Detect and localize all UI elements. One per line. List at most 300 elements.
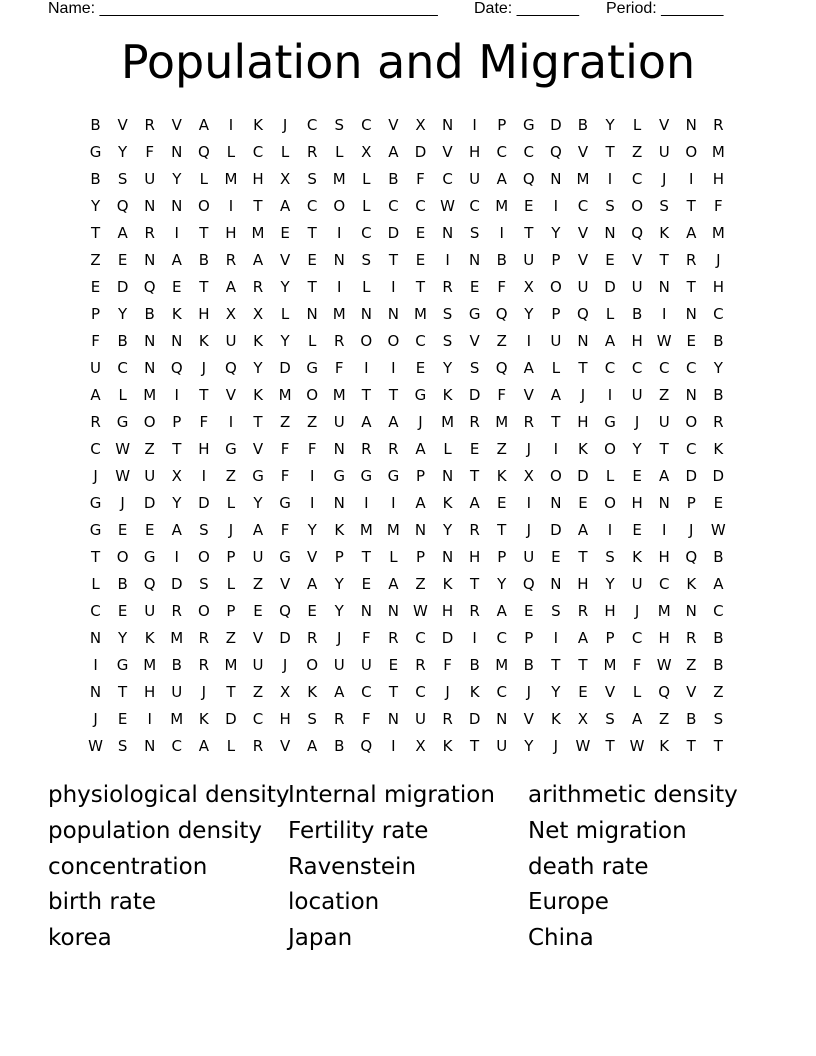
grid-letter[interactable]: N	[89, 629, 102, 647]
grid-letter[interactable]: U	[631, 575, 643, 593]
grid-letter[interactable]: K	[253, 332, 263, 350]
grid-letter[interactable]: N	[333, 494, 345, 512]
grid-letter[interactable]: Y	[551, 224, 561, 242]
grid-letter[interactable]: T	[307, 224, 317, 242]
grid-letter[interactable]: H	[604, 602, 616, 620]
grid-letter[interactable]: U	[144, 602, 156, 620]
grid-letter[interactable]: F	[443, 656, 452, 674]
grid-letter[interactable]: Q	[279, 602, 291, 620]
grid-letter[interactable]: L	[362, 197, 371, 215]
grid-letter[interactable]: B	[496, 251, 507, 269]
grid-letter[interactable]: G	[387, 467, 400, 485]
grid-letter[interactable]: A	[415, 440, 426, 458]
grid-letter[interactable]: F	[497, 278, 507, 296]
grid-letter[interactable]: I	[661, 521, 667, 539]
grid-letter[interactable]: X	[361, 143, 372, 161]
grid-letter[interactable]: C	[415, 332, 426, 350]
grid-letter[interactable]: L	[280, 143, 290, 161]
grid-letter[interactable]: A	[388, 413, 399, 431]
grid-letter[interactable]: V	[686, 683, 697, 701]
grid-letter[interactable]: E	[415, 359, 426, 377]
grid-letter[interactable]: M	[441, 413, 455, 431]
grid-letter[interactable]: O	[604, 494, 616, 512]
grid-letter[interactable]: B	[631, 305, 643, 323]
grid-letter[interactable]: V	[279, 737, 291, 755]
grid-letter[interactable]: I	[228, 116, 234, 134]
grid-letter[interactable]: R	[306, 629, 318, 647]
grid-letter[interactable]: C	[658, 359, 670, 377]
grid-letter[interactable]: M	[332, 386, 346, 404]
grid-letter[interactable]: F	[362, 710, 371, 728]
grid-letter[interactable]: R	[388, 440, 399, 458]
grid-letter[interactable]: Q	[197, 143, 210, 161]
grid-letter[interactable]: N	[441, 467, 454, 485]
grid-letter[interactable]: L	[91, 575, 100, 593]
grid-letter[interactable]: Q	[143, 575, 156, 593]
grid-letter[interactable]: N	[441, 116, 454, 134]
grid-letter[interactable]: L	[280, 305, 290, 323]
grid-letter[interactable]: E	[307, 251, 317, 269]
grid-letter[interactable]: M	[224, 170, 238, 188]
grid-letter[interactable]: W	[575, 737, 591, 755]
grid-letter[interactable]: E	[524, 197, 534, 215]
grid-letter[interactable]: A	[252, 251, 264, 269]
grid-letter[interactable]: O	[549, 278, 562, 296]
grid-letter[interactable]: J	[689, 521, 694, 539]
grid-letter[interactable]: F	[497, 386, 507, 404]
grid-letter[interactable]: T	[388, 683, 398, 701]
grid-letter[interactable]: V	[307, 548, 318, 566]
grid-letter[interactable]: C	[631, 629, 643, 647]
grid-letter[interactable]: A	[415, 494, 426, 512]
grid-letter[interactable]: C	[713, 305, 724, 323]
grid-letter[interactable]: J	[526, 521, 531, 539]
grid-letter[interactable]: V	[252, 440, 264, 458]
grid-letter[interactable]: A	[577, 521, 589, 539]
grid-letter[interactable]: H	[441, 602, 454, 620]
grid-letter[interactable]: O	[197, 602, 210, 620]
grid-letter[interactable]: P	[91, 305, 101, 323]
grid-letter[interactable]: Q	[495, 305, 508, 323]
grid-letter[interactable]: C	[496, 683, 507, 701]
grid-letter[interactable]: L	[632, 683, 642, 701]
grid-letter[interactable]: X	[415, 737, 426, 755]
grid-letter[interactable]: F	[199, 413, 209, 431]
grid-letter[interactable]: G	[89, 143, 102, 161]
grid-letter[interactable]: T	[686, 737, 696, 755]
grid-letter[interactable]: C	[496, 143, 507, 161]
grid-letter[interactable]: A	[225, 278, 237, 296]
grid-letter[interactable]: I	[553, 629, 559, 647]
grid-letter[interactable]: N	[360, 305, 372, 323]
grid-letter[interactable]: C	[90, 602, 101, 620]
grid-letter[interactable]: P	[334, 548, 344, 566]
grid-letter[interactable]: D	[712, 467, 725, 485]
grid-letter[interactable]: K	[659, 224, 670, 242]
grid-letter[interactable]: X	[415, 116, 426, 134]
grid-letter[interactable]: E	[632, 521, 642, 539]
grid-letter[interactable]: J	[418, 413, 423, 431]
grid-letter[interactable]: Z	[252, 683, 264, 701]
grid-letter[interactable]: O	[685, 143, 698, 161]
grid-letter[interactable]: J	[201, 359, 207, 377]
grid-letter[interactable]: Y	[172, 494, 182, 512]
grid-letter[interactable]: A	[659, 467, 670, 485]
grid-letter[interactable]: T	[361, 548, 371, 566]
grid-letter[interactable]: S	[551, 602, 561, 620]
grid-letter[interactable]: Q	[577, 305, 589, 323]
grid-letter[interactable]: S	[117, 737, 128, 755]
grid-letter[interactable]: Q	[116, 197, 129, 215]
grid-letter[interactable]: L	[226, 737, 236, 755]
grid-letter[interactable]: K	[469, 683, 480, 701]
grid-letter[interactable]: R	[252, 737, 264, 755]
grid-letter[interactable]: A	[334, 683, 345, 701]
grid-letter[interactable]: Y	[307, 521, 317, 539]
grid-letter[interactable]: U	[496, 737, 508, 755]
grid-letter[interactable]: V	[577, 143, 589, 161]
grid-letter[interactable]: A	[279, 197, 291, 215]
grid-letter[interactable]: D	[279, 359, 291, 377]
grid-letter[interactable]: H	[279, 710, 291, 728]
grid-letter[interactable]: H	[252, 170, 264, 188]
grid-letter[interactable]: Z	[659, 710, 670, 728]
grid-letter[interactable]: K	[253, 386, 263, 404]
grid-letter[interactable]: V	[577, 224, 589, 242]
grid-letter[interactable]: H	[198, 440, 210, 458]
grid-letter[interactable]: N	[144, 332, 156, 350]
grid-letter[interactable]: J	[553, 737, 559, 755]
grid-letter[interactable]: G	[143, 548, 156, 566]
name-field[interactable]: Name: ______________________________________	[48, 0, 438, 17]
grid-letter[interactable]: B	[117, 575, 128, 593]
grid-letter[interactable]: R	[306, 143, 318, 161]
grid-letter[interactable]: I	[526, 494, 531, 512]
grid-letter[interactable]: M	[170, 710, 184, 728]
grid-letter[interactable]: E	[632, 467, 642, 485]
grid-letter[interactable]: M	[359, 521, 373, 539]
grid-letter[interactable]: T	[686, 197, 696, 215]
grid-letter[interactable]: W	[88, 737, 103, 755]
grid-letter[interactable]: Y	[280, 278, 290, 296]
grid-letter[interactable]: T	[172, 440, 182, 458]
grid-letter[interactable]: L	[335, 143, 344, 161]
grid-letter[interactable]: J	[201, 683, 207, 701]
grid-letter[interactable]: F	[416, 170, 425, 188]
grid-letter[interactable]: N	[685, 386, 697, 404]
grid-letter[interactable]: W	[115, 467, 131, 485]
grid-letter[interactable]: D	[441, 629, 454, 647]
grid-letter[interactable]: C	[415, 629, 426, 647]
grid-letter[interactable]: D	[550, 116, 562, 134]
grid-letter[interactable]: R	[252, 278, 264, 296]
grid-letter[interactable]: C	[686, 359, 697, 377]
grid-letter[interactable]: C	[658, 575, 670, 593]
grid-letter[interactable]: E	[144, 521, 155, 539]
grid-letter[interactable]: C	[631, 170, 643, 188]
grid-letter[interactable]: F	[334, 359, 344, 377]
grid-letter[interactable]: P	[551, 305, 561, 323]
grid-letter[interactable]: K	[442, 386, 453, 404]
grid-letter[interactable]: A	[198, 737, 209, 755]
grid-letter[interactable]: D	[225, 710, 237, 728]
grid-letter[interactable]: Z	[144, 440, 155, 458]
grid-letter[interactable]: D	[116, 278, 129, 296]
grid-letter[interactable]: Y	[280, 332, 290, 350]
grid-letter[interactable]: B	[388, 170, 399, 188]
grid-letter[interactable]: D	[387, 224, 400, 242]
grid-letter[interactable]: Z	[415, 575, 426, 593]
grid-letter[interactable]: N	[604, 224, 616, 242]
grid-letter[interactable]: I	[174, 224, 179, 242]
grid-letter[interactable]: B	[686, 710, 697, 728]
grid-letter[interactable]: R	[686, 629, 697, 647]
grid-letter[interactable]: S	[307, 170, 317, 188]
grid-letter[interactable]: S	[334, 116, 344, 134]
grid-letter[interactable]: X	[225, 305, 237, 323]
grid-letter[interactable]: R	[577, 602, 589, 620]
grid-letter[interactable]: N	[144, 197, 156, 215]
grid-letter[interactable]: F	[714, 197, 723, 215]
grid-letter[interactable]: M	[278, 386, 292, 404]
grid-letter[interactable]: S	[659, 197, 669, 215]
grid-letter[interactable]: Y	[524, 305, 534, 323]
grid-letter[interactable]: T	[551, 656, 561, 674]
grid-letter[interactable]: L	[605, 305, 615, 323]
grid-letter[interactable]: E	[172, 278, 182, 296]
grid-letter[interactable]: S	[199, 575, 209, 593]
grid-letter[interactable]: O	[631, 197, 643, 215]
grid-letter[interactable]: Y	[713, 359, 723, 377]
grid-letter[interactable]: B	[523, 656, 534, 674]
grid-letter[interactable]: I	[391, 737, 396, 755]
grid-letter[interactable]: S	[605, 197, 615, 215]
grid-letter[interactable]: D	[685, 467, 698, 485]
grid-letter[interactable]: C	[442, 170, 453, 188]
grid-letter[interactable]: R	[144, 224, 155, 242]
grid-letter[interactable]: G	[306, 359, 318, 377]
grid-letter[interactable]: J	[716, 251, 721, 269]
grid-letter[interactable]: Y	[442, 521, 453, 539]
grid-letter[interactable]: M	[603, 656, 617, 674]
grid-letter[interactable]: I	[526, 332, 531, 350]
grid-letter[interactable]: C	[577, 197, 589, 215]
grid-letter[interactable]: I	[147, 710, 152, 728]
grid-letter[interactable]: L	[226, 143, 236, 161]
grid-letter[interactable]: O	[197, 548, 210, 566]
grid-letter[interactable]: V	[523, 386, 534, 404]
grid-letter[interactable]: U	[252, 656, 264, 674]
grid-letter[interactable]: M	[386, 521, 400, 539]
grid-letter[interactable]: K	[198, 710, 209, 728]
grid-letter[interactable]: M	[495, 197, 509, 215]
grid-letter[interactable]: U	[523, 548, 535, 566]
grid-letter[interactable]: T	[307, 278, 317, 296]
grid-letter[interactable]: I	[472, 629, 477, 647]
grid-letter[interactable]: P	[551, 251, 561, 269]
grid-letter[interactable]: E	[578, 683, 588, 701]
grid-letter[interactable]: K	[578, 440, 588, 458]
grid-letter[interactable]: C	[686, 440, 697, 458]
grid-letter[interactable]: N	[333, 251, 345, 269]
grid-letter[interactable]: V	[279, 575, 291, 593]
grid-letter[interactable]: B	[713, 332, 724, 350]
grid-letter[interactable]: O	[143, 413, 156, 431]
grid-letter[interactable]: I	[553, 197, 559, 215]
grid-letter[interactable]: Z	[90, 251, 101, 269]
grid-letter[interactable]: Z	[252, 575, 264, 593]
grid-letter[interactable]: X	[279, 683, 291, 701]
grid-letter[interactable]: N	[496, 710, 508, 728]
grid-letter[interactable]: P	[524, 629, 534, 647]
grid-letter[interactable]: V	[117, 116, 128, 134]
grid-letter[interactable]: Y	[253, 494, 263, 512]
grid-letter[interactable]: I	[553, 440, 559, 458]
grid-letter[interactable]: I	[309, 494, 315, 512]
grid-letter[interactable]: N	[387, 602, 400, 620]
grid-letter[interactable]: I	[174, 548, 179, 566]
grid-letter[interactable]: P	[605, 629, 615, 647]
grid-letter[interactable]: Z	[713, 683, 724, 701]
grid-letter[interactable]: X	[279, 170, 291, 188]
grid-letter[interactable]: I	[337, 224, 342, 242]
grid-letter[interactable]: G	[116, 413, 129, 431]
grid-letter[interactable]: Q	[685, 548, 698, 566]
grid-letter[interactable]: T	[253, 413, 263, 431]
grid-letter[interactable]: D	[170, 575, 183, 593]
grid-letter[interactable]: Z	[496, 332, 507, 350]
grid-letter[interactable]: N	[414, 521, 427, 539]
grid-letter[interactable]: P	[686, 494, 696, 512]
grid-letter[interactable]: A	[523, 359, 534, 377]
grid-letter[interactable]: G	[360, 467, 373, 485]
grid-letter[interactable]: G	[522, 116, 535, 134]
grid-letter[interactable]: B	[171, 656, 182, 674]
grid-letter[interactable]: I	[607, 386, 613, 404]
grid-letter[interactable]: O	[306, 386, 319, 404]
grid-letter[interactable]: N	[685, 602, 697, 620]
grid-letter[interactable]: M	[143, 656, 157, 674]
grid-letter[interactable]: U	[658, 143, 670, 161]
grid-letter[interactable]: Q	[522, 575, 535, 593]
grid-letter[interactable]: T	[226, 683, 236, 701]
grid-letter[interactable]: K	[144, 629, 155, 647]
grid-letter[interactable]: A	[171, 521, 182, 539]
grid-letter[interactable]: Y	[605, 116, 615, 134]
grid-letter[interactable]: E	[117, 251, 128, 269]
grid-letter[interactable]: B	[90, 170, 101, 188]
grid-letter[interactable]: S	[605, 548, 615, 566]
grid-letter[interactable]: B	[117, 332, 128, 350]
grid-letter[interactable]: V	[388, 116, 399, 134]
grid-letter[interactable]: Y	[334, 575, 344, 593]
grid-letter[interactable]: R	[144, 116, 155, 134]
grid-letter[interactable]: K	[550, 710, 561, 728]
grid-letter[interactable]: T	[578, 548, 588, 566]
grid-letter[interactable]: U	[225, 332, 237, 350]
grid-letter[interactable]: N	[89, 683, 102, 701]
grid-letter[interactable]: T	[605, 143, 615, 161]
grid-letter[interactable]: T	[199, 224, 209, 242]
grid-letter[interactable]: Y	[334, 602, 344, 620]
grid-letter[interactable]: X	[577, 710, 589, 728]
grid-letter[interactable]: A	[496, 602, 507, 620]
grid-letter[interactable]: Z	[496, 440, 507, 458]
grid-letter[interactable]: S	[713, 710, 724, 728]
grid-letter[interactable]: Q	[631, 224, 643, 242]
grid-letter[interactable]: G	[468, 305, 481, 323]
grid-letter[interactable]: K	[307, 683, 318, 701]
grid-letter[interactable]: D	[468, 386, 481, 404]
grid-letter[interactable]: T	[497, 521, 507, 539]
grid-letter[interactable]: G	[279, 548, 291, 566]
grid-letter[interactable]: P	[226, 548, 236, 566]
grid-letter[interactable]: N	[550, 575, 562, 593]
grid-letter[interactable]: T	[686, 278, 696, 296]
grid-letter[interactable]: S	[199, 521, 209, 539]
grid-letter[interactable]: T	[199, 278, 209, 296]
grid-letter[interactable]: E	[578, 494, 588, 512]
grid-letter[interactable]: K	[496, 467, 507, 485]
grid-letter[interactable]: K	[713, 440, 724, 458]
grid-letter[interactable]: C	[388, 197, 399, 215]
grid-letter[interactable]: Q	[658, 683, 671, 701]
grid-letter[interactable]: A	[469, 494, 480, 512]
grid-letter[interactable]: N	[360, 602, 372, 620]
grid-letter[interactable]: R	[334, 332, 345, 350]
grid-letter[interactable]: D	[279, 629, 291, 647]
grid-letter[interactable]: C	[415, 197, 426, 215]
grid-letter[interactable]: N	[577, 332, 589, 350]
grid-letter[interactable]: C	[306, 116, 318, 134]
grid-letter[interactable]: T	[470, 737, 480, 755]
grid-letter[interactable]: O	[197, 197, 210, 215]
grid-letter[interactable]: L	[307, 332, 317, 350]
grid-letter[interactable]: S	[442, 305, 453, 323]
grid-letter[interactable]: E	[307, 602, 317, 620]
grid-letter[interactable]: K	[442, 737, 453, 755]
grid-letter[interactable]: Q	[522, 170, 535, 188]
grid-letter[interactable]: Y	[172, 170, 182, 188]
grid-letter[interactable]: F	[91, 332, 100, 350]
grid-letter[interactable]: N	[171, 197, 183, 215]
grid-letter[interactable]: C	[361, 683, 372, 701]
grid-letter[interactable]: E	[605, 251, 615, 269]
grid-letter[interactable]: H	[577, 413, 589, 431]
grid-letter[interactable]: K	[632, 548, 643, 566]
grid-letter[interactable]: J	[445, 683, 450, 701]
grid-letter[interactable]: L	[443, 440, 452, 458]
grid-letter[interactable]: W	[656, 656, 672, 674]
grid-letter[interactable]: B	[713, 629, 724, 647]
grid-letter[interactable]: I	[228, 413, 234, 431]
grid-letter[interactable]: N	[387, 710, 400, 728]
grid-letter[interactable]: E	[713, 494, 724, 512]
grid-letter[interactable]: C	[604, 359, 616, 377]
grid-letter[interactable]: T	[524, 224, 534, 242]
grid-letter[interactable]: K	[686, 575, 697, 593]
grid-letter[interactable]: E	[415, 251, 426, 269]
grid-letter[interactable]: M	[170, 629, 184, 647]
grid-letter[interactable]: A	[171, 251, 182, 269]
grid-letter[interactable]: P	[415, 548, 425, 566]
grid-letter[interactable]: M	[332, 305, 346, 323]
grid-letter[interactable]: Q	[549, 143, 562, 161]
grid-letter[interactable]: A	[198, 116, 209, 134]
grid-letter[interactable]: C	[361, 224, 372, 242]
grid-letter[interactable]: M	[657, 602, 671, 620]
grid-letter[interactable]: Y	[632, 440, 642, 458]
